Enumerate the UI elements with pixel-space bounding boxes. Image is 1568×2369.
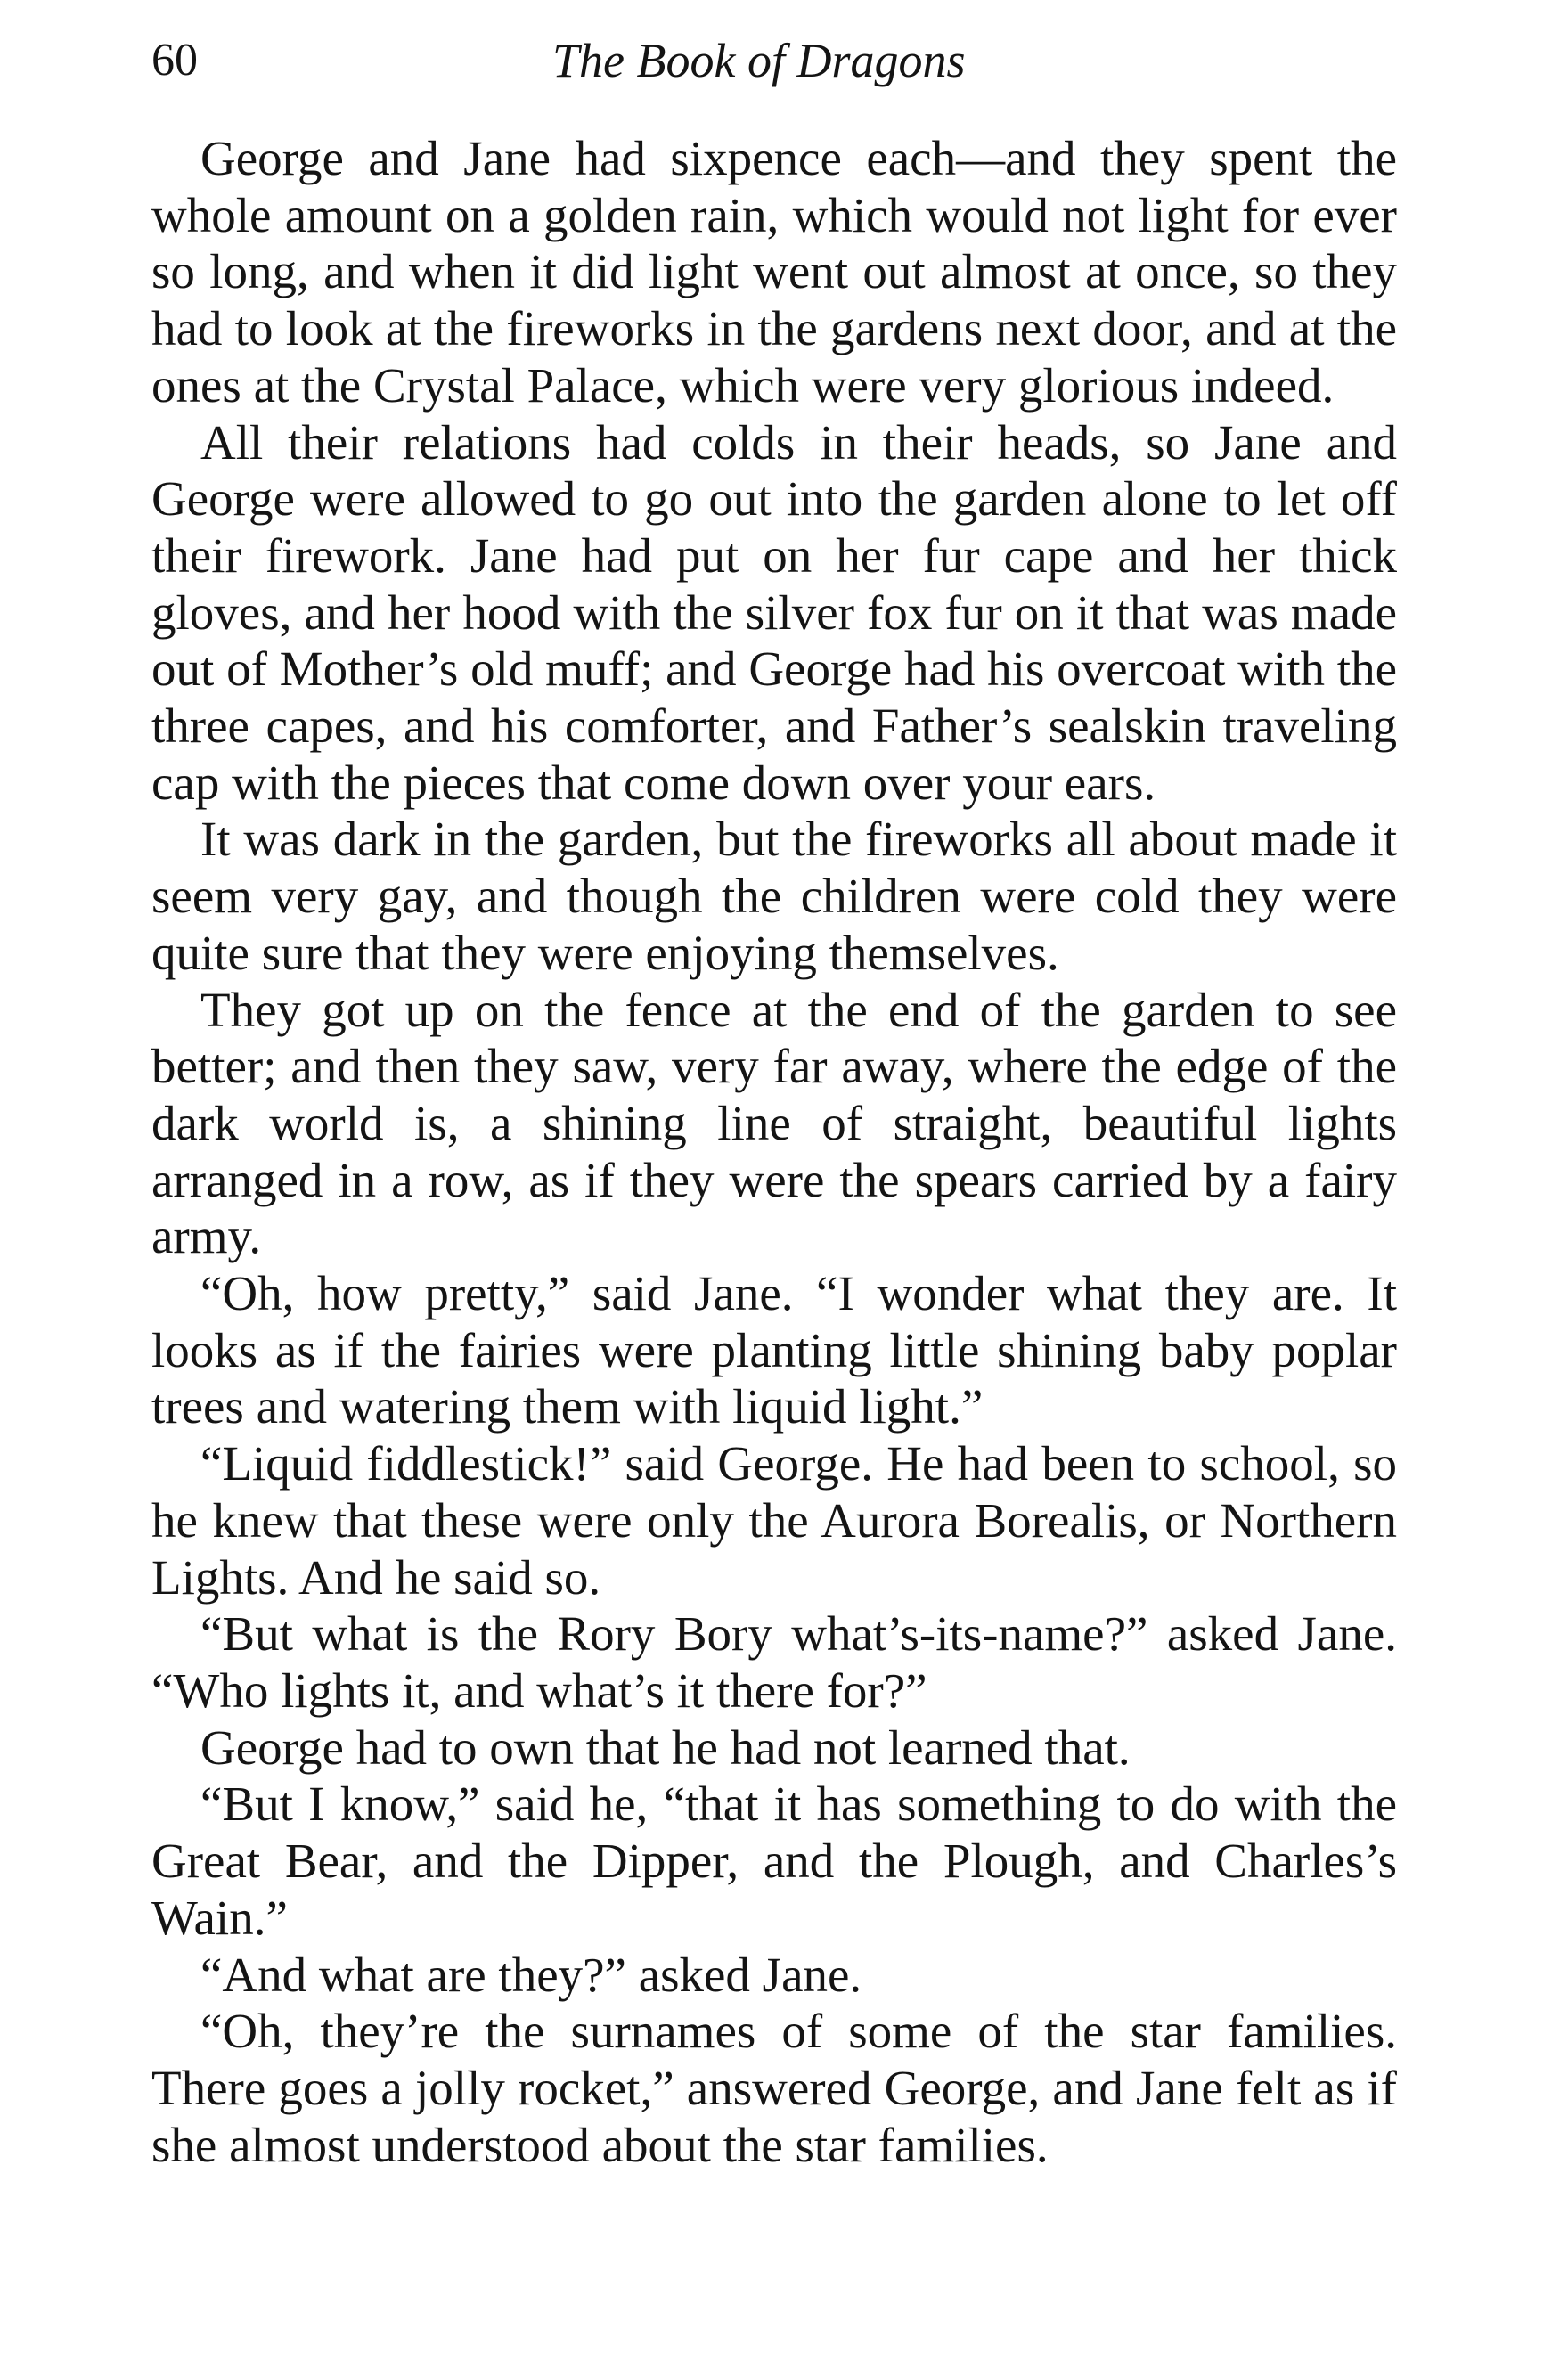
paragraph: “And what are they?” asked Jane. [200,1947,862,2002]
book-title: The Book of Dragons [552,34,966,87]
paragraph: All their relations had colds in their heads, so Jane and George were allowed to go out into the garden alone to let off their firework. Jane had put on her fur cape and her thick gloves, and her hood with the silver fox fur on it that was made out of Mother’s old muff; and George had his overcoat with the three capes, and his comforter, and Father’s sealskin traveling cap with the pieces that come down over your ears. [151,414,1397,810]
paragraph: It was dark in the garden, but the fireworks all about made it seem very gay, and though the children were cold they were quite sure that they were enjoying themselves. [151,812,1397,980]
paragraph: “Liquid fiddlestick!” said George. He had been to school, so he knew that these were only the Aurora Borealis, or Northern Lights. And he said so. [151,1436,1397,1605]
paragraph: They got up on the fence at the end of the garden to see better; and then they saw, very far away, where the edge of the dark world is, a shining line of straight, beautiful lights arranged in a row, as if they were the spears carried by a fairy army. [151,982,1397,1264]
paragraph: “Oh, they’re the surnames of some of the star families. There goes a jolly rocket,” answered George, and Jane felt as if she almost understood about the star families. [151,2004,1397,2172]
page-number: 60 [151,35,198,86]
paragraph: “Oh, how pretty,” said Jane. “I wonder what they are. It looks as if the fairies were planting little shining baby poplar trees and watering them with liquid light.” [151,1266,1397,1434]
body-text [151,130,1397,2173]
paragraph: “But I know,” said he, “that it has something to do with the Great Bear, and the Dipper, and the Plough, and Charles’s Wain.” [151,1777,1397,1945]
paragraph: “But what is the Rory Bory what’s-its-name?” asked Jane. “Who lights it, and what’s it there for?” [151,1606,1397,1718]
paragraph: George and Jane had sixpence each—and they spent the whole amount on a golden rain, which would not light for ever so long, and when it did light went out almost at once, so they had to look at the fireworks in the gardens next door, and at the ones at the Crystal Palace, which were very glorious indeed. [151,131,1397,413]
running-head [151,25,1399,96]
paragraph: George had to own that he had not learned that. [200,1720,1131,1775]
